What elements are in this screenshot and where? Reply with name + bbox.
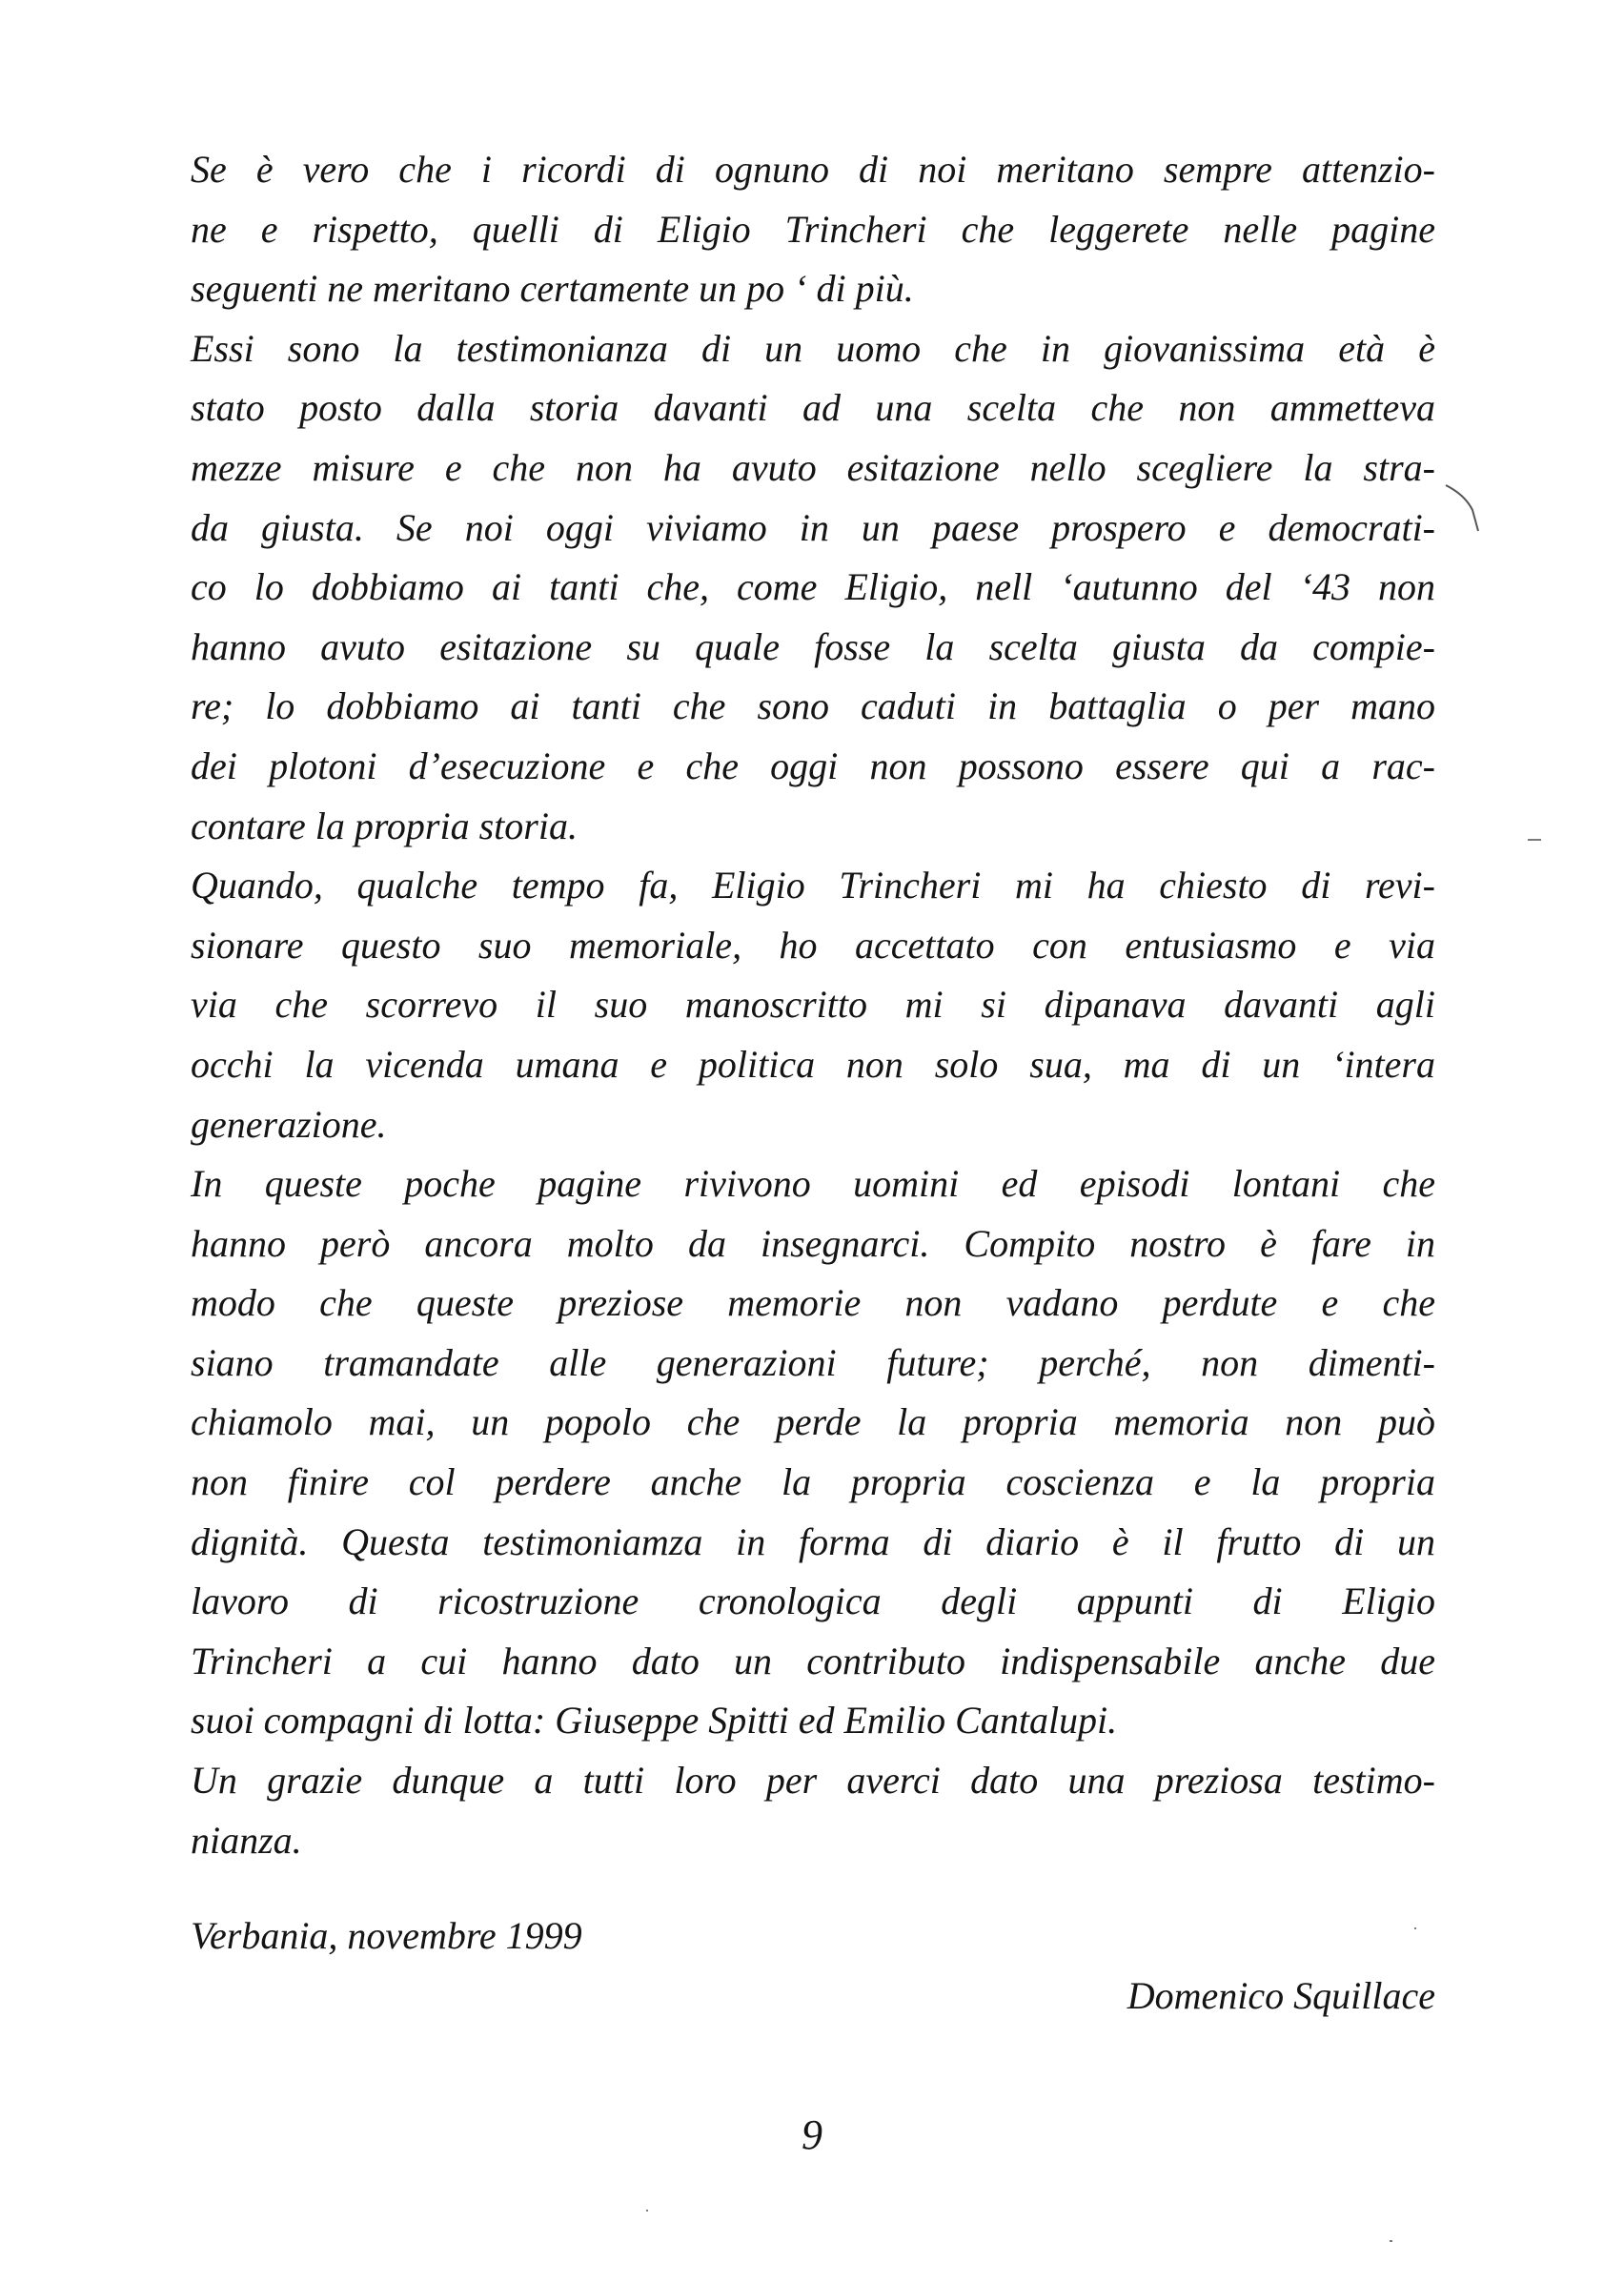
scan-dash xyxy=(1528,839,1541,841)
page-number: 9 xyxy=(802,2111,822,2158)
text-line: dignità. Questa testimoniamza in forma di diario è il frutto di un xyxy=(191,1519,1435,1563)
text-line: Un grazie dunque a tutti loro per averci dato una preziosa testimo- xyxy=(191,1759,1435,1803)
text-line: contare la propria storia. xyxy=(191,804,578,847)
text-line: non finire col perdere anche la propria coscienza e la propria xyxy=(191,1460,1435,1504)
text-line: da giusta. Se noi oggi viviamo in un paese prospero e democrati- xyxy=(191,505,1435,549)
text-line: hanno però ancora molto da insegnarci. Compito nostro è fare in xyxy=(191,1221,1435,1265)
text-line: re; lo dobbiamo ai tanti che sono caduti in battaglia o per mano xyxy=(191,684,1435,728)
author-signature: Domenico Squillace xyxy=(1127,1974,1435,2017)
text-line: via che scorrevo il suo manoscritto mi si dipanava davanti agli xyxy=(191,983,1435,1027)
text-line: Quando, qualche tempo fa, Eligio Trincheri mi ha chiesto di revi- xyxy=(191,864,1435,907)
text-line: co lo dobbiamo ai tanti che, come Eligio, nell ‘autunno del ‘43 non xyxy=(191,565,1435,609)
text-line: seguenti ne meritano certamente un po ‘ di più. xyxy=(191,267,914,311)
text-line: dei plotoni d’esecuzione e che oggi non possono essere qui a rac- xyxy=(191,744,1435,787)
body-text xyxy=(191,140,1435,1870)
text-line: hanno avuto esitazione su quale fosse la scelta giusta da compie- xyxy=(191,624,1435,668)
text-line: lavoro di ricostruzione cronologica degli appunti di Eligio xyxy=(191,1580,1435,1623)
text-line: Trincheri a cui hanno dato un contributo indispensabile anche due xyxy=(191,1639,1435,1682)
text-line: suoi compagni di lotta: Giuseppe Spitti ed Emilio Cantalupi. xyxy=(191,1699,1118,1743)
text-line: Essi sono la testimonianza di un uomo che in giovanissima età è xyxy=(191,326,1435,370)
place-date: Verbania, novembre 1999 xyxy=(191,1914,582,1957)
scan-dot xyxy=(646,2210,648,2212)
text-line: sionare questo suo memoriale, ho accettato con entusiasmo e via xyxy=(191,923,1435,967)
text-line: siano tramandate alle generazioni future; perché, non dimenti- xyxy=(191,1340,1435,1384)
scan-dot xyxy=(1390,2240,1392,2242)
text-line: occhi la vicenda umana e politica non solo sua, ma di un ‘intera xyxy=(191,1042,1435,1086)
text-line: ne e rispetto, quelli di Eligio Trincheri che leggerete nelle pagine xyxy=(191,207,1435,251)
text-line: mezze misure e che non ha avuto esitazione nello scegliere la stra- xyxy=(191,445,1435,489)
text-line: generazione. xyxy=(191,1102,387,1146)
text-line: In queste poche pagine rivivono uomini ed episodi lontani che xyxy=(191,1162,1435,1206)
scan-dot xyxy=(1414,1927,1416,1929)
text-line: chiamolo mai, un popolo che perde la propria memoria non può xyxy=(191,1400,1435,1444)
text-line: stato posto dalla storia davanti ad una scelta che non ammetteva xyxy=(191,386,1435,430)
scan-mark-curve xyxy=(1444,481,1490,535)
text-line: modo che queste preziose memorie non vadano perdute e che xyxy=(191,1281,1435,1325)
text-line: Se è vero che i ricordi di ognuno di noi meritano sempre attenzio- xyxy=(191,148,1435,191)
text-line: nianza. xyxy=(191,1818,302,1862)
